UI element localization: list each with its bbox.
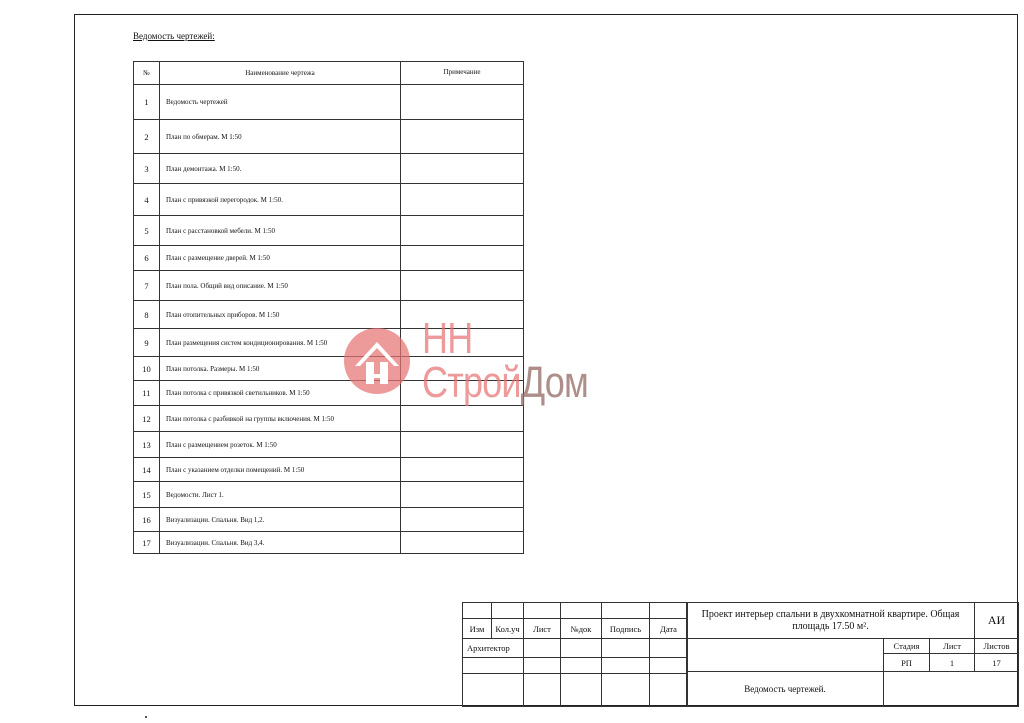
row-number: 2 xyxy=(134,120,160,154)
row-number: 17 xyxy=(134,532,160,554)
table-row xyxy=(134,432,524,458)
row-drawing-name: Ведомости. Лист 1. xyxy=(160,482,401,508)
table-row xyxy=(134,120,524,154)
row-number: 7 xyxy=(134,271,160,301)
row-drawing-name: План потолка с разбивкой на группы включения. М 1:50 xyxy=(160,406,401,432)
row-note xyxy=(401,246,524,271)
row-number: 10 xyxy=(134,357,160,381)
row-number: 14 xyxy=(134,458,160,482)
stamp-kol: Кол.уч xyxy=(492,619,524,639)
stage-value: РП xyxy=(884,654,930,672)
table-row xyxy=(134,406,524,432)
row-number: 6 xyxy=(134,246,160,271)
stamp-podpis: Подпись xyxy=(602,619,650,639)
watermark-text-part1: НН Строй xyxy=(422,314,521,407)
stamp-architect: Архитектор xyxy=(463,639,524,658)
row-drawing-name: План с указанием отделки помещений. М 1:50 xyxy=(160,458,401,482)
row-note xyxy=(401,329,524,357)
row-drawing-name: Ведомость чертежей xyxy=(160,85,401,120)
table-row xyxy=(134,301,524,329)
row-note xyxy=(401,154,524,184)
row-drawing-name: План пола. Общий вид описание. М 1:50 xyxy=(160,271,401,301)
sheet-value: 1 xyxy=(930,654,975,672)
table-row xyxy=(134,184,524,216)
title-block-right xyxy=(686,602,1019,707)
row-drawing-name: План отопительных приборов. М 1:50 xyxy=(160,301,401,329)
watermark-text-part2: Дом xyxy=(520,358,589,407)
row-number: 1 xyxy=(134,85,160,120)
row-drawing-name: План с размещением розеток. М 1:50 xyxy=(160,432,401,458)
row-drawing-name: План потолка с привязкой светильников. М 1:50 xyxy=(160,381,401,406)
title-block-left xyxy=(462,602,688,707)
sheet-label: Лист xyxy=(930,639,975,654)
row-number: 9 xyxy=(134,329,160,357)
sheets-value: 17 xyxy=(975,654,1019,672)
stamp-izm: Изм xyxy=(463,619,492,639)
drawings-list-table xyxy=(133,61,524,554)
row-number: 15 xyxy=(134,482,160,508)
row-number: 13 xyxy=(134,432,160,458)
document-heading: Ведомость чертежей: xyxy=(133,31,215,41)
table-header-row xyxy=(134,62,524,85)
row-drawing-name: Визуализации. Спальня. Вид 1,2. xyxy=(160,508,401,532)
table-row xyxy=(134,85,524,120)
header-name: Наименование чертежа xyxy=(160,62,401,85)
row-note xyxy=(401,301,524,329)
row-drawing-name: План с расстановкой мебели. М 1:50 xyxy=(160,216,401,246)
row-note xyxy=(401,432,524,458)
row-drawing-name: План по обмерам. М 1:50 xyxy=(160,120,401,154)
row-number: 11 xyxy=(134,381,160,406)
row-note xyxy=(401,532,524,554)
stamp-data: Дата xyxy=(650,619,688,639)
row-note xyxy=(401,357,524,381)
stamp-header-row xyxy=(463,619,688,639)
sheet-name: Ведомость чертежей. xyxy=(687,672,884,707)
row-note xyxy=(401,120,524,154)
row-note xyxy=(401,406,524,432)
row-number: 16 xyxy=(134,508,160,532)
project-title: Проект интерьер спальни в двухкомнатной квартире. Общая площадь 17.50 м². xyxy=(687,603,975,639)
row-drawing-name: План с привязкой перегородок. М 1:50. xyxy=(160,184,401,216)
table-row xyxy=(134,482,524,508)
table-row xyxy=(134,357,524,381)
table-row xyxy=(134,246,524,271)
row-note xyxy=(401,508,524,532)
row-number: 4 xyxy=(134,184,160,216)
table-row xyxy=(134,381,524,406)
row-drawing-name: План размещения систем кондиционирования. М 1:50 xyxy=(160,329,401,357)
sheets-label: Листов xyxy=(975,639,1019,654)
row-note xyxy=(401,458,524,482)
page-mark xyxy=(145,716,147,718)
row-note xyxy=(401,216,524,246)
table-row xyxy=(134,329,524,357)
row-note xyxy=(401,184,524,216)
row-note xyxy=(401,271,524,301)
table-row xyxy=(134,271,524,301)
header-num: № xyxy=(134,62,160,85)
row-number: 5 xyxy=(134,216,160,246)
row-note xyxy=(401,85,524,120)
row-number: 8 xyxy=(134,301,160,329)
header-note: Примечание xyxy=(401,62,524,85)
row-drawing-name: План демонтажа. М 1:50. xyxy=(160,154,401,184)
row-number: 12 xyxy=(134,406,160,432)
stamp-list: Лист xyxy=(524,619,561,639)
table-row xyxy=(134,508,524,532)
row-drawing-name: План потолка. Размеры. М 1:50 xyxy=(160,357,401,381)
row-number: 3 xyxy=(134,154,160,184)
stamp-ndok: №док xyxy=(561,619,602,639)
table-row xyxy=(134,458,524,482)
row-note xyxy=(401,482,524,508)
table-row xyxy=(134,154,524,184)
project-code: АИ xyxy=(975,603,1019,639)
row-drawing-name: План с размещение дверей. М 1:50 xyxy=(160,246,401,271)
table-row xyxy=(134,532,524,554)
row-note xyxy=(401,381,524,406)
stage-label: Стадия xyxy=(884,639,930,654)
table-row xyxy=(134,216,524,246)
row-drawing-name: Визуализации. Спальня. Вид 3,4. xyxy=(160,532,401,554)
